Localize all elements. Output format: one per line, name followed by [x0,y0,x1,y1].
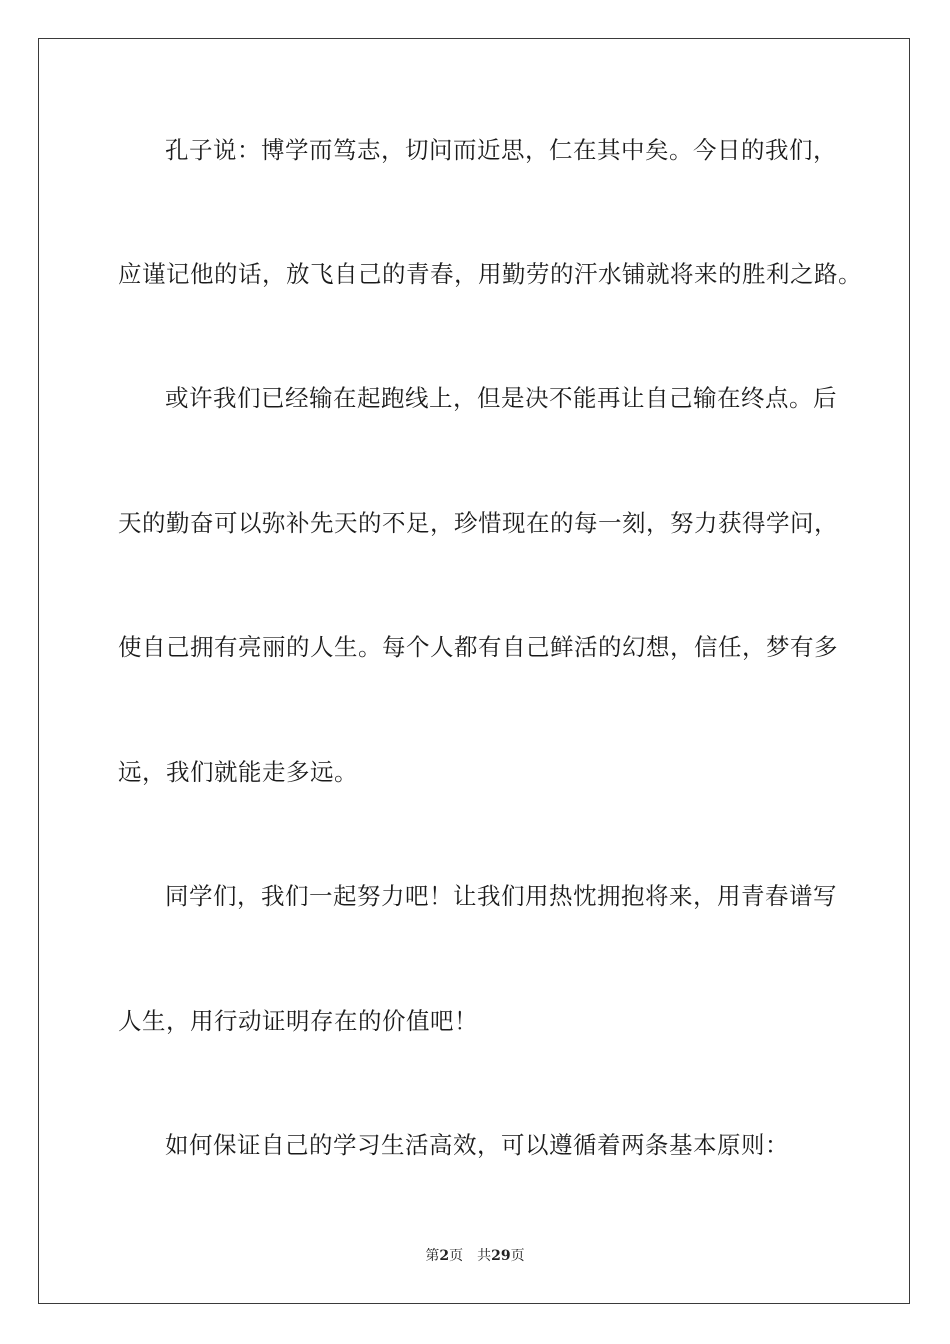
paragraph-2-line-2: 天的勤奋可以弥补先天的不足，珍惜现在的每一刻，努力获得学问， [118,509,838,537]
paragraph-3-line-1: 同学们，我们一起努力吧！让我们用热忱拥抱将来，用青春谱写 [165,882,837,910]
page-number: 2 [439,1248,450,1264]
paragraph-1-line-1: 孔子说：博学而笃志，切问而近思，仁在其中矣。今日的我们， [165,136,837,164]
paragraph-4-line-1: 如何保证自己的学习生活高效，可以遵循着两条基本原则： [165,1131,789,1159]
page-footer [0,1246,950,1266]
paragraph-1-line-2: 应谨记他的话，放飞自己的青春，用勤劳的汗水铺就将来的胜利之路。 [118,260,862,288]
page-border [38,38,910,1304]
total-suffix: 页 [510,1248,525,1264]
paragraph-3-line-2: 人生，用行动证明存在的价值吧！ [118,1007,478,1035]
page-suffix: 页 [449,1248,464,1264]
paragraph-2-line-4: 远，我们就能走多远。 [118,758,358,786]
paragraph-2-line-1: 或许我们已经输在起跑线上，但是决不能再让自己输在终点。后 [165,384,837,412]
total-pages: 29 [491,1248,511,1264]
paragraph-2-line-3: 使自己拥有亮丽的人生。每个人都有自己鲜活的幻想，信任，梦有多 [118,633,838,661]
total-prefix: 共 [477,1248,492,1264]
page-prefix: 第 [425,1248,440,1264]
